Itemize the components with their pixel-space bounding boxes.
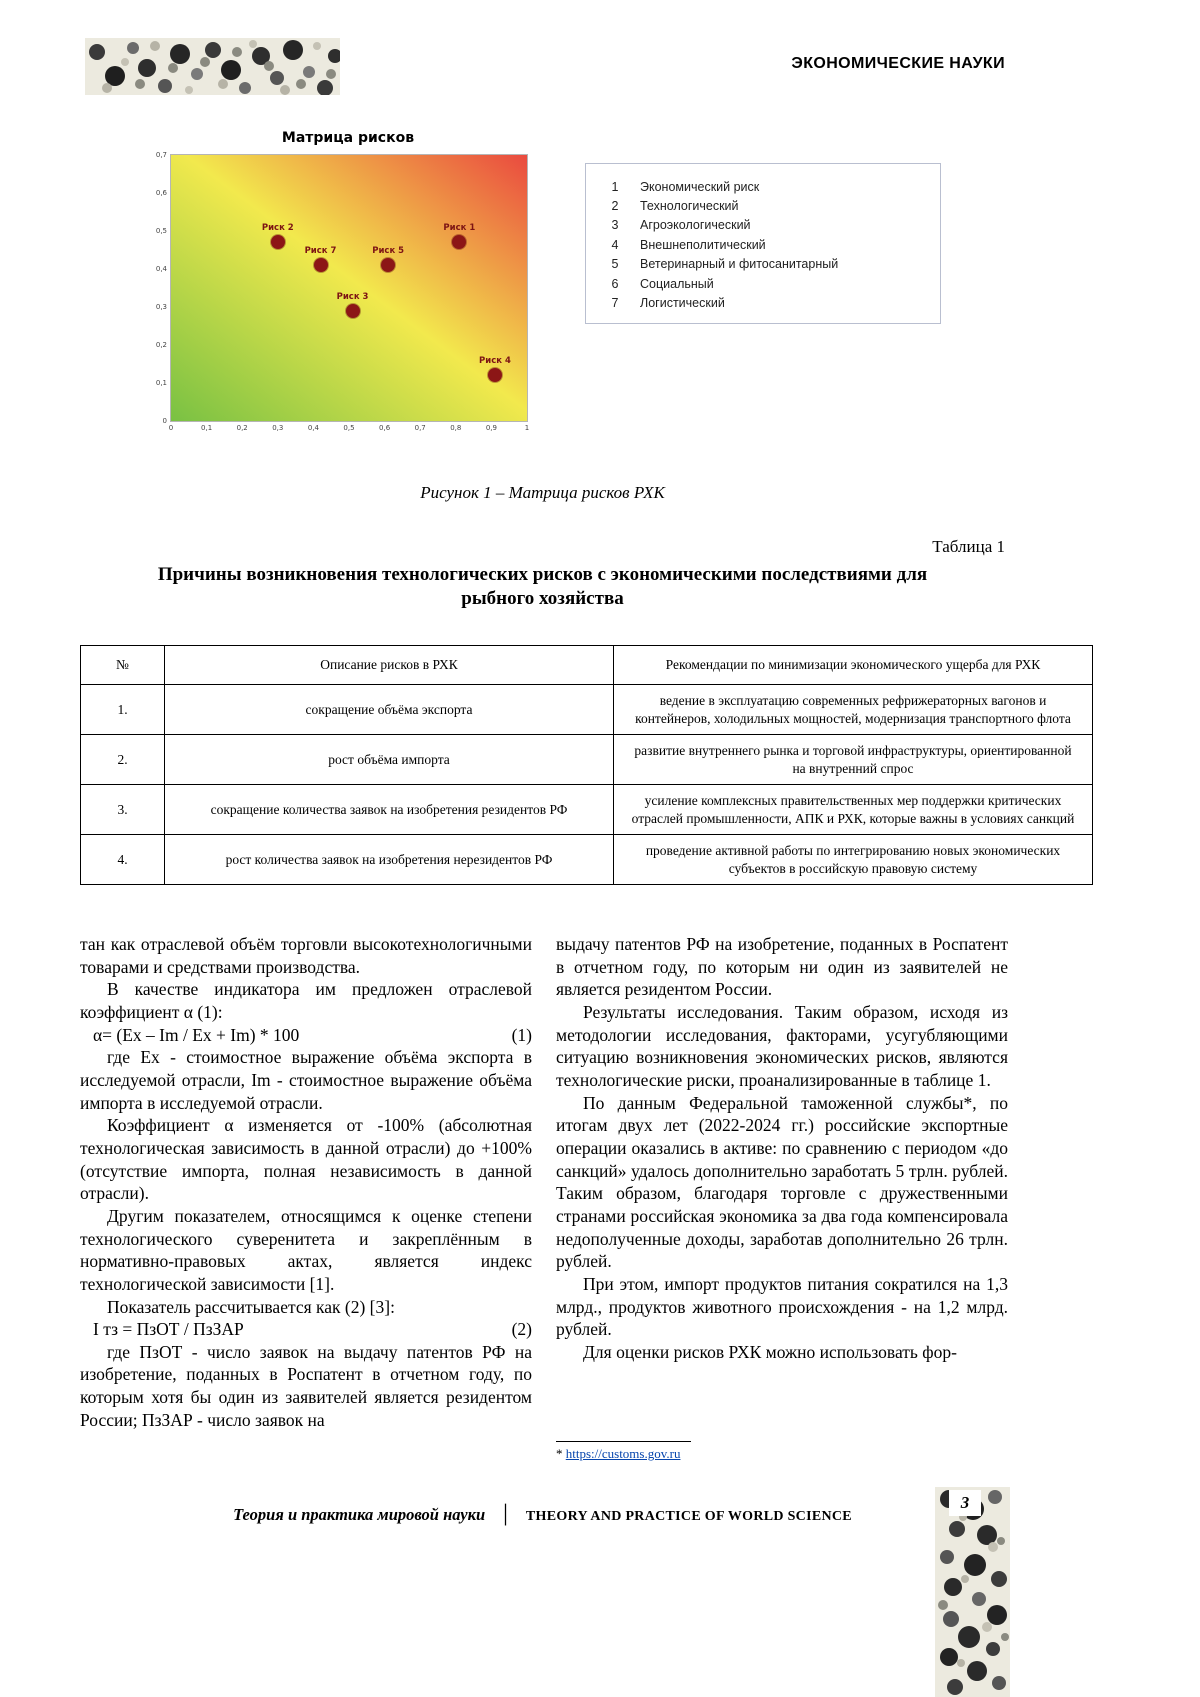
table-row: [81, 785, 1093, 835]
legend-item-label: Экономический риск: [640, 179, 760, 194]
x-tick-label: 0,2: [236, 424, 248, 432]
legend-item-label: Агроэкологический: [640, 218, 751, 233]
equation-number: (2): [511, 1319, 532, 1340]
risk-point-label: Риск 7: [304, 246, 337, 257]
paragraph: Показатель рассчитывается как (2) [3]:: [107, 1296, 395, 1317]
paragraph: В качестве индикатора им предложен отраслевой коэффициент α (1):: [80, 979, 532, 1022]
table-cell: 1.: [81, 685, 165, 735]
legend-item-number: 1: [611, 179, 619, 194]
y-tick-label: 0,3: [155, 303, 167, 311]
legend-item-number: 6: [611, 276, 619, 291]
legend-item-number: 2: [611, 199, 619, 214]
x-tick-label: 0,9: [485, 424, 497, 432]
paragraph: При этом, импорт продуктов питания сократился на 1,3 млрд., продуктов животного происхождения - на 1,2 млрд. рублей.: [556, 1273, 1008, 1340]
table-cell: рост объёма импорта: [165, 735, 614, 785]
figure-caption: Рисунок 1 – Матрица рисков РХК: [420, 483, 665, 502]
table-header-row: [81, 646, 1093, 685]
body-column-right: [556, 933, 1008, 1363]
page-footer: [80, 1504, 1005, 1525]
paragraph: По данным Федеральной таможенной службы*, по итогам двух лет (2022-2024 гг.) российские экспортные операции оказались в активе: по сравнению с периодом «до санкций» удалось дополнительно заработать 5 трлн. рублей. Таким образом, благодаря торговле с дружественными странами российская экономика за два года компенсировала недополученные доходы, заработав дополнительно 26 трлн. рублей.: [556, 1092, 1008, 1272]
table-cell: 4.: [81, 835, 165, 885]
body-column-left: [80, 933, 532, 1431]
risk-point-label: Риск 3: [336, 291, 369, 302]
legend-item: [586, 274, 940, 293]
y-tick-label: 0,4: [155, 265, 167, 273]
table-row: [81, 835, 1093, 885]
col-header-description: Описание рисков в РХК: [165, 646, 614, 685]
risk-table-body: [81, 685, 1093, 885]
molecule-image: [85, 38, 340, 95]
molecule-decoration-top: [85, 38, 340, 95]
table-cell: 3.: [81, 785, 165, 835]
equation-number: (1): [511, 1024, 532, 1045]
y-tick-label: 0,2: [155, 341, 167, 349]
x-tick-label: 0: [168, 424, 174, 432]
risk-point-label: Риск 2: [261, 223, 294, 234]
risk-matrix-plot: [155, 151, 530, 432]
risk-point: [271, 235, 285, 249]
molecule-image: [935, 1487, 1010, 1697]
x-tick-label: 0,6: [379, 424, 391, 432]
paragraph: Другим показателем, относящимся к оценке степени технологического суверенитета и закреплённым в нормативно-правовых актах, является индекс технологической зависимости [1].: [80, 1205, 532, 1294]
legend-item: [586, 177, 940, 196]
legend-item-label: Ветеринарный и фитосанитарный: [640, 257, 839, 272]
footnote-marker: *: [556, 1446, 563, 1461]
paragraph: где Ex - стоимостное выражение объёма экспорта в исследуемой отрасли, Im - стоимостное выражение объёма импорта в исследуемой отрасли.: [80, 1047, 532, 1113]
formula-text: I тз = ПзОТ / ПзЗАР: [93, 1319, 244, 1340]
risk-point: [488, 368, 502, 382]
legend-item: [586, 255, 940, 274]
legend-item-label: Внешнеполитический: [640, 237, 766, 252]
paragraph: выдачу патентов РФ на изобретение, поданных в Роспатент в отчетном году, по которым ни один из заявителей не является резидентом России.: [556, 934, 1008, 1000]
x-tick-label: 0,1: [201, 424, 213, 432]
x-tick-label: 0,8: [450, 424, 462, 432]
table-cell: развитие внутреннего рынка и торговой инфраструктуры, ориентированной на внутренний спрос: [614, 735, 1093, 785]
chart-title: Матрица рисков: [281, 130, 415, 146]
col-header-recommendation: Рекомендации по минимизации экономического ущерба для РХК: [614, 646, 1093, 685]
table-cell: проведение активной работы по интегрированию новых экономических субъектов в российскую правовую систему: [614, 835, 1093, 885]
y-tick-label: 0,6: [155, 189, 167, 197]
risk-point: [452, 235, 466, 249]
risk-table-head: [81, 646, 1093, 685]
risk-point-label: Риск 4: [479, 356, 511, 367]
page-number: 3: [949, 1490, 981, 1516]
paragraph: где ПзОТ - число заявок на выдачу патентов РФ на изобретение, поданных в Роспатент в отчетном году, по которым хотя бы один из заявителей является резидентом России; ПзЗАР - число заявок на: [80, 1341, 532, 1430]
chart-legend: [585, 163, 941, 324]
table-row: [81, 735, 1093, 785]
footnote-text: [556, 1446, 1008, 1462]
risk-point: [346, 304, 360, 318]
risk-table: [80, 645, 1093, 885]
formula-line: [80, 1318, 532, 1341]
legend-item-label: Социальный: [640, 276, 714, 291]
footnote-rule: [556, 1441, 691, 1442]
risk-point: [314, 258, 328, 272]
table-cell: рост количества заявок на изобретения нерезидентов РФ: [165, 835, 614, 885]
legend-item-label: Технологический: [640, 199, 739, 214]
paragraph: Коэффициент α изменяется от -100% (абсолютная технологическая зависимость в данной отрасли) до +100% (отсутствие импорта, полная независимость в данной отрасли).: [80, 1115, 532, 1204]
y-tick-label: 0: [162, 417, 167, 425]
molecule-decoration-bottom: [935, 1487, 1010, 1697]
table-cell: сокращение количества заявок на изобретения резидентов РФ: [165, 785, 614, 835]
table-cell: ведение в эксплуатацию современных рефрижераторных вагонов и контейнеров, холодильных мощностей, модернизация транспортного флота: [614, 685, 1093, 735]
col-header-number: №: [81, 646, 165, 685]
legend-item-number: 5: [611, 257, 619, 272]
x-tick-label: 0,7: [414, 424, 426, 432]
risk-point-label: Риск 1: [443, 223, 476, 234]
footer-journal-title-ru: Теория и практика мировой науки: [233, 1505, 486, 1524]
x-tick-label: 0,4: [307, 424, 319, 432]
formula-line: [80, 1024, 532, 1047]
legend-item-number: 3: [611, 218, 619, 233]
risk-point: [381, 258, 395, 272]
legend-item: [586, 196, 940, 215]
y-tick-label: 0,5: [155, 227, 167, 235]
risk-point-label: Риск 5: [372, 246, 405, 257]
y-tick-label: 0,1: [155, 379, 167, 387]
section-heading: ЭКОНОМИЧЕСКИЕ НАУКИ: [791, 55, 1005, 72]
paragraph: Для оценки рисков РХК можно использовать фор-: [583, 1341, 957, 1362]
legend-item: [586, 235, 940, 254]
legend-item-number: 4: [611, 237, 619, 252]
formula-text: α= (Ex – Im / Ex + Im) * 100: [93, 1024, 300, 1045]
table-cell: усиление комплексных правительственных мер поддержки критических отраслей промышленности, АПК и РХК, которые важны в условиях санкций: [614, 785, 1093, 835]
x-tick-label: 1: [524, 424, 530, 432]
legend-item: [586, 293, 940, 312]
x-tick-label: 0,3: [272, 424, 284, 432]
legend-item: [586, 216, 940, 235]
table-cell: 2.: [81, 735, 165, 785]
legend-item-number: 7: [611, 296, 619, 311]
table-row: [81, 685, 1093, 735]
paragraph: тан как отраслевой объём торговли высокотехнологичными товарами и средствами производства.: [80, 934, 532, 977]
y-tick-label: 0,7: [155, 151, 167, 159]
legend-item-label: Логистический: [640, 296, 725, 311]
footnote-link[interactable]: https://customs.gov.ru: [565, 1446, 681, 1461]
footer-journal-title-en: THEORY AND PRACTICE OF WORLD SCIENCE: [525, 1509, 852, 1524]
table-cell: сокращение объёма экспорта: [165, 685, 614, 735]
footer-divider: │: [499, 1504, 512, 1524]
table-label: Таблица 1: [932, 537, 1005, 556]
footnote: [556, 1441, 1008, 1462]
paragraph: Результаты исследования. Таким образом, исходя из методологии исследования, факторами, усугубляющими ситуацию возникновения экономических рисков, являются технологические риски, проанализированные в таблице 1.: [556, 1001, 1008, 1090]
table-title: Причины возникновения технологических рисков с экономическими последствиями для рыбного хозяйства: [157, 564, 928, 609]
x-tick-label: 0,5: [343, 424, 355, 432]
